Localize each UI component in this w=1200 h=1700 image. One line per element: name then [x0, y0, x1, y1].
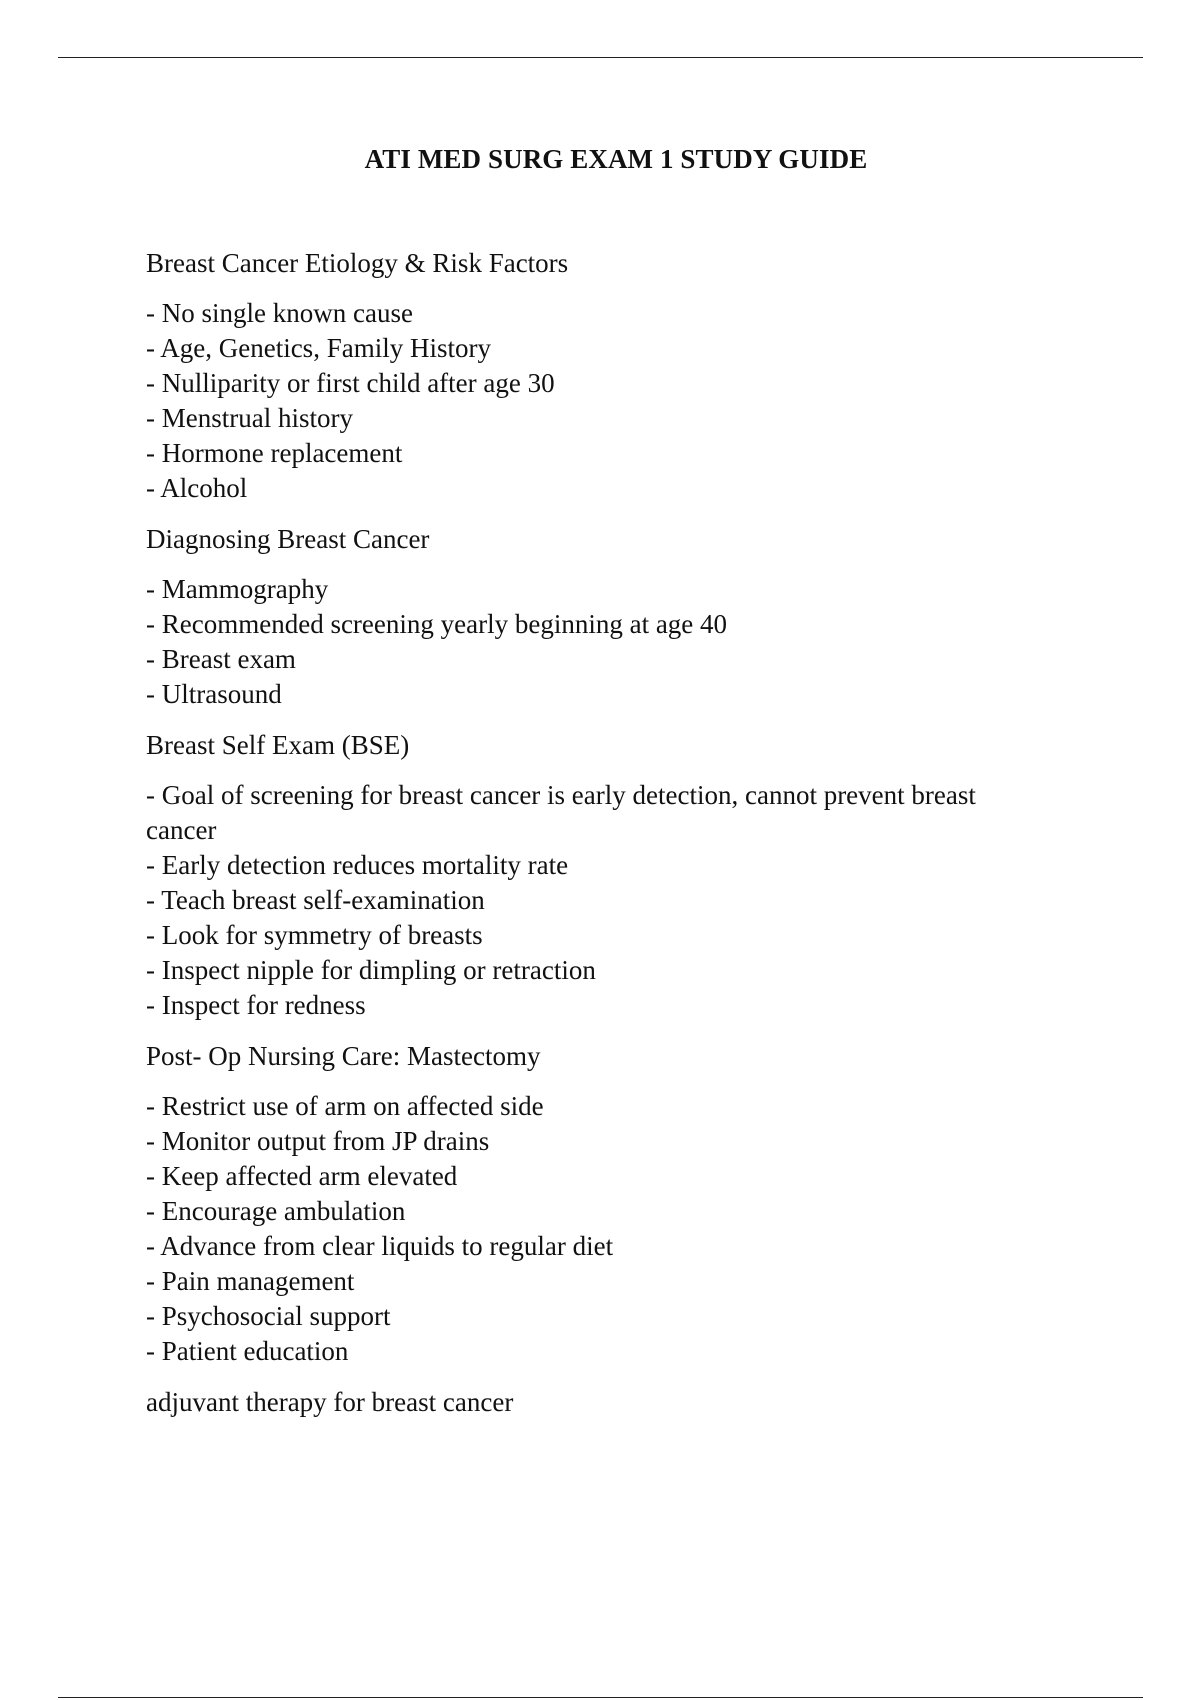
- page-title: ATI MED SURG EXAM 1 STUDY GUIDE: [364, 144, 868, 174]
- top-rule: [58, 57, 1143, 58]
- list-item: - No single known cause: [146, 298, 413, 328]
- section-heading: adjuvant therapy for breast cancer: [146, 1387, 514, 1417]
- section-heading: Diagnosing Breast Cancer: [146, 524, 430, 554]
- list-item: - Advance from clear liquids to regular diet: [146, 1231, 614, 1261]
- list-item: - Psychosocial support: [146, 1301, 391, 1331]
- list-item: - Nulliparity or first child after age 30: [146, 368, 555, 398]
- list-item: - Keep affected arm elevated: [146, 1161, 458, 1191]
- list-item: - Monitor output from JP drains: [146, 1126, 490, 1156]
- list-item: - Patient education: [146, 1336, 349, 1366]
- list-item: - Teach breast self-examination: [146, 885, 485, 915]
- section-list: [146, 572, 1046, 712]
- list-item: - Breast exam: [146, 644, 296, 674]
- list-item: - Look for symmetry of breasts: [146, 920, 483, 950]
- list-item: - Alcohol: [146, 473, 248, 503]
- section-list: [146, 1089, 1046, 1369]
- list-item: - Mammography: [146, 574, 329, 604]
- list-item: - Goal of screening for breast cancer is early detection, cannot prevent breast cancer: [146, 780, 976, 845]
- list-item: - Inspect nipple for dimpling or retraction: [146, 955, 596, 985]
- list-item: - Menstrual history: [146, 403, 353, 433]
- list-item: - Ultrasound: [146, 679, 282, 709]
- section-list: [146, 778, 1046, 1023]
- list-item: - Recommended screening yearly beginning at age 40: [146, 609, 728, 639]
- list-item: - Encourage ambulation: [146, 1196, 406, 1226]
- list-item: - Pain management: [146, 1266, 355, 1296]
- document-body: [146, 246, 1046, 1435]
- list-item: - Hormone replacement: [146, 438, 403, 468]
- list-item: - Restrict use of arm on affected side: [146, 1091, 544, 1121]
- section-heading: Post- Op Nursing Care: Mastectomy: [146, 1041, 541, 1071]
- section-list: [146, 296, 1046, 506]
- bottom-rule: [58, 1697, 1143, 1698]
- list-item: - Inspect for redness: [146, 990, 366, 1020]
- section-heading: Breast Self Exam (BSE): [146, 730, 410, 760]
- list-item: - Early detection reduces mortality rate: [146, 850, 569, 880]
- list-item: - Age, Genetics, Family History: [146, 333, 491, 363]
- section-heading: Breast Cancer Etiology & Risk Factors: [146, 248, 569, 278]
